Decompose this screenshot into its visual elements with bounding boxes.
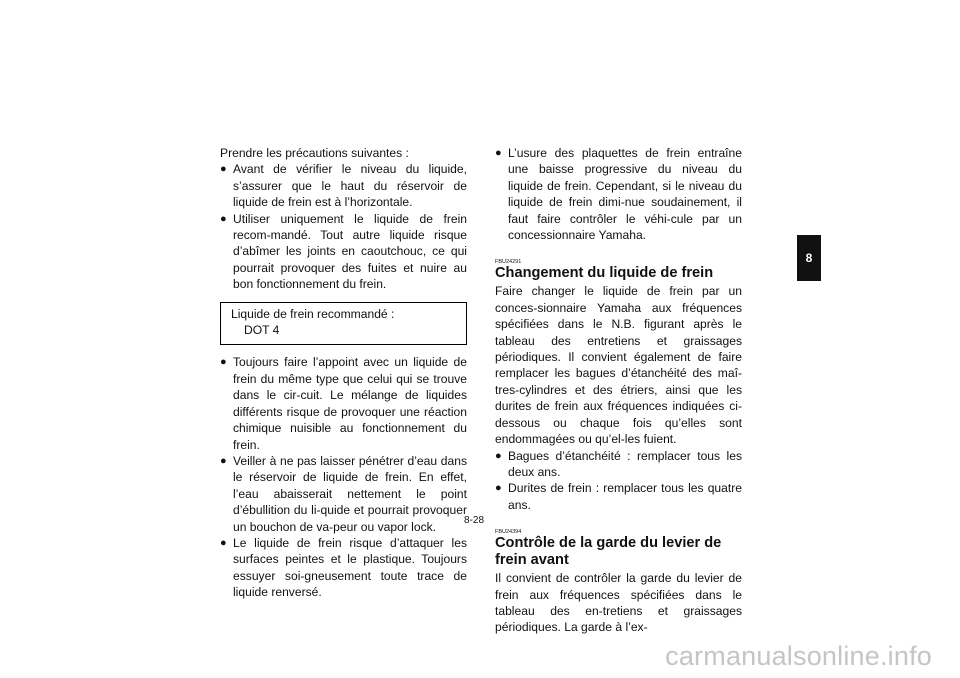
left-column	[220, 145, 467, 601]
right-column	[495, 145, 742, 636]
section-code: FBU24291	[495, 259, 522, 266]
bullet-text: Avant de vérifier le niveau du liquide, s’assurer que le haut du réservoir de liquide de frein est à l’horizontale.	[233, 162, 467, 210]
watermark: carmanualsonline.info	[665, 641, 932, 671]
bullet-text: Toujours faire l’appoint avec un liquide de frein du même type que celui qui se trouve dans le cir-cuit. Le mélange de liquides différents risque de provoquer une réaction chimique nuisible au fonctionnement du frein.	[233, 355, 467, 452]
section-code: FBU24394	[495, 529, 522, 536]
bullet-icon: ●	[220, 163, 227, 176]
bullet-icon: ●	[220, 454, 227, 467]
list-item	[495, 145, 742, 243]
bullet-icon: ●	[220, 536, 227, 549]
list-item	[220, 354, 467, 452]
bullet-icon: ●	[495, 482, 502, 495]
section-title: Contrôle de la garde du levier de frein avant	[495, 535, 722, 569]
list-item	[220, 211, 467, 293]
list-item	[220, 453, 467, 535]
section-body: Il convient de contrôler la garde du levier de frein aux fréquences spécifiées dans le tableau des en-tretiens et graissages périodiques. La garde à l’ex-	[495, 571, 742, 635]
bullet-text: Bagues d’étanchéité : remplacer tous les deux ans.	[508, 448, 742, 479]
bullet-text: L’usure des plaquettes de frein entraîne une baisse progressive du niveau du liquide de frein. Cependant, si le niveau du liquide de frein dimi-nue soudainement, il faut faire contrôler le véhi-cule par un concessionnaire Yamaha.	[508, 146, 742, 243]
bullet-icon: ●	[495, 147, 502, 159]
bullet-text: Utiliser uniquement le liquide de frein recom-mandé. Tout autre liquide risque d’abîmer les joints en caoutchouc, ce qui pourrait provoquer des fuites et nuire au bon fonctionnement du frein.	[233, 211, 467, 292]
spec-value: DOT 4	[244, 323, 280, 338]
list-item	[495, 448, 742, 481]
bullet-text: Le liquide de frein risque d’attaquer les surfaces peintes et le plastique. Toujours essuyer soi-gneusement toute trace de liquide renversé.	[233, 535, 467, 600]
list-item	[220, 535, 467, 601]
page-number: 8-28	[464, 515, 485, 526]
bullet-icon: ●	[495, 449, 502, 462]
section-title: Changement du liquide de frein	[495, 265, 714, 282]
bullet-text: Durites de frein : remplacer tous les quatre ans.	[508, 481, 742, 512]
list-item	[495, 480, 742, 513]
chapter-tab: 8	[797, 235, 821, 281]
spec-box	[220, 302, 467, 346]
bullet-text: Veiller à ne pas laisser pénétrer d’eau dans le réservoir de liquide de frein. En effet, l’eau abaisserait nettement le point d’ébullition du li-quide et pourrait provoquer un bouchon de va-peur ou vapor lock.	[233, 453, 467, 534]
intro-text: Prendre les précautions suivantes :	[220, 146, 409, 160]
list-item	[220, 161, 467, 210]
bullet-icon: ●	[220, 356, 227, 369]
section-body: Faire changer le liquide de frein par un conces-sionnaire Yamaha aux fréquences spécifiées dans le N.B. figurant après le tableau des entretiens et graissages périodiques. Il convient également de faire remplacer les bagues d’étanchéité des maî-tres-cylindres et des étriers, ainsi que les durites de frein aux fréquences indiquées ci-dessous ou chaque fois qu’elles sont endommagées ou qu’el-les fuient.	[495, 284, 742, 447]
spec-label: Liquide de frein recommandé :	[231, 306, 395, 321]
bullet-icon: ●	[220, 212, 227, 225]
